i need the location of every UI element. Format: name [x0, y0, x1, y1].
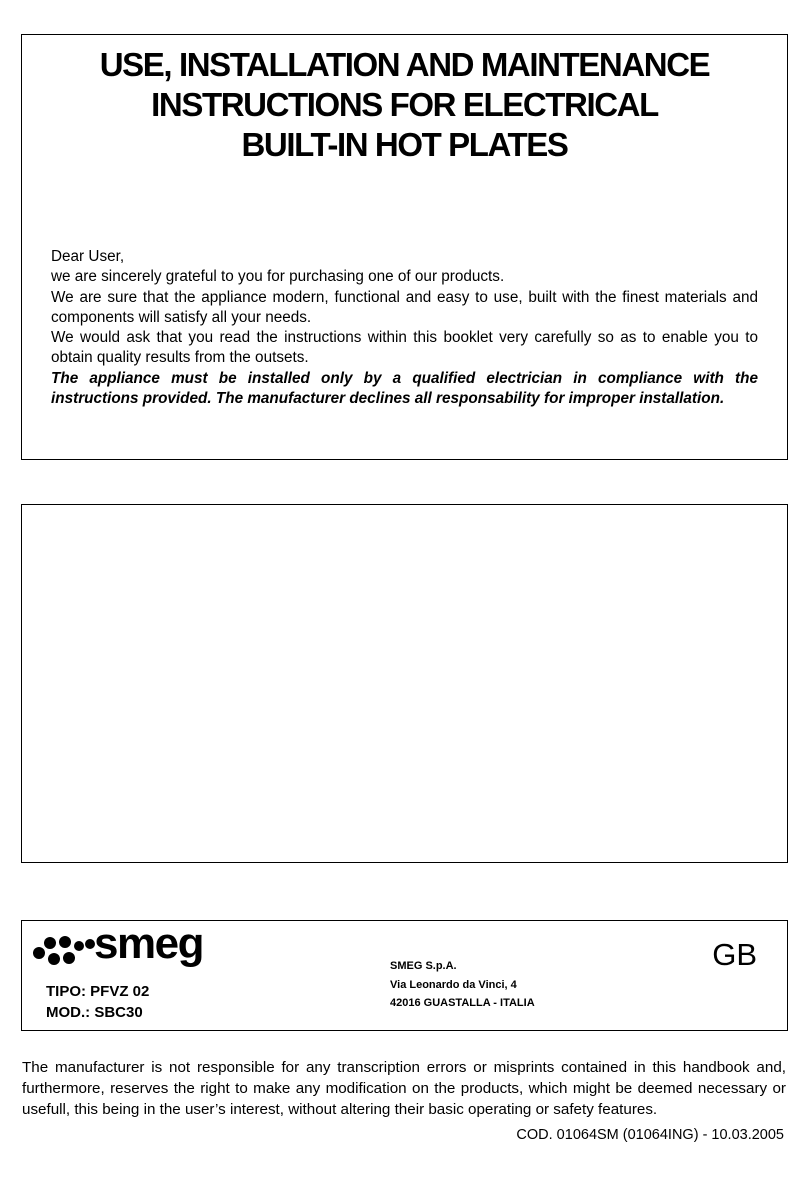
title-line-3: BUILT-IN HOT PLATES — [241, 126, 568, 163]
installation-warning: The appliance must be installed only by a qualified electrician in compliance with the instructions provided. The manufacturer declines all responsability for improper installation. — [51, 369, 758, 408]
intro-text — [51, 247, 758, 409]
disclaimer-text: The manufacturer is not responsible for any transcription errors or misprints contained in this handbook and, furthermore, reserves the right to make any modification on the products, which might be deemed necessary or usefull, this being in the user’s interest, without altering their basic operating or safety features. — [22, 1059, 786, 1118]
tipo-label: TIPO: PFVZ 02 — [46, 983, 150, 1000]
document-code: COD. 01064SM (01064ING) - 10.03.2005 — [516, 1127, 784, 1143]
product-label — [21, 920, 788, 1031]
company-address — [390, 957, 535, 1013]
dots-logo-icon — [32, 932, 102, 972]
intro-paragraph: we are sincerely grateful to you for purchasing one of our products. — [51, 268, 505, 286]
page-title — [22, 45, 787, 165]
company-city: 42016 GUASTALLA - ITALIA — [390, 997, 535, 1009]
title-line-2: INSTRUCTIONS FOR ELECTRICAL — [151, 86, 658, 123]
intro-paragraph: We would ask that you read the instructions within this booklet very carefully so as to enable you to obtain quality results from the outsets. — [51, 329, 758, 367]
company-name: SMEG S.p.A. — [390, 960, 457, 972]
company-street: Via Leonardo da Vinci, 4 — [390, 978, 517, 991]
smeg-logo — [32, 919, 222, 971]
brand-name: smeg — [94, 919, 203, 968]
intro-paragraph: We are sure that the appliance modern, functional and easy to use, built with the finest materials and components will satisfy all your needs. — [51, 288, 758, 326]
model-label: MOD.: SBC30 — [46, 1004, 143, 1021]
language-code: GB — [712, 937, 757, 972]
blank-panel — [21, 504, 788, 863]
greeting: Dear User, — [51, 248, 125, 265]
title-line-1: USE, INSTALLATION AND MAINTENANCE — [99, 46, 710, 83]
intro-panel — [21, 34, 788, 460]
